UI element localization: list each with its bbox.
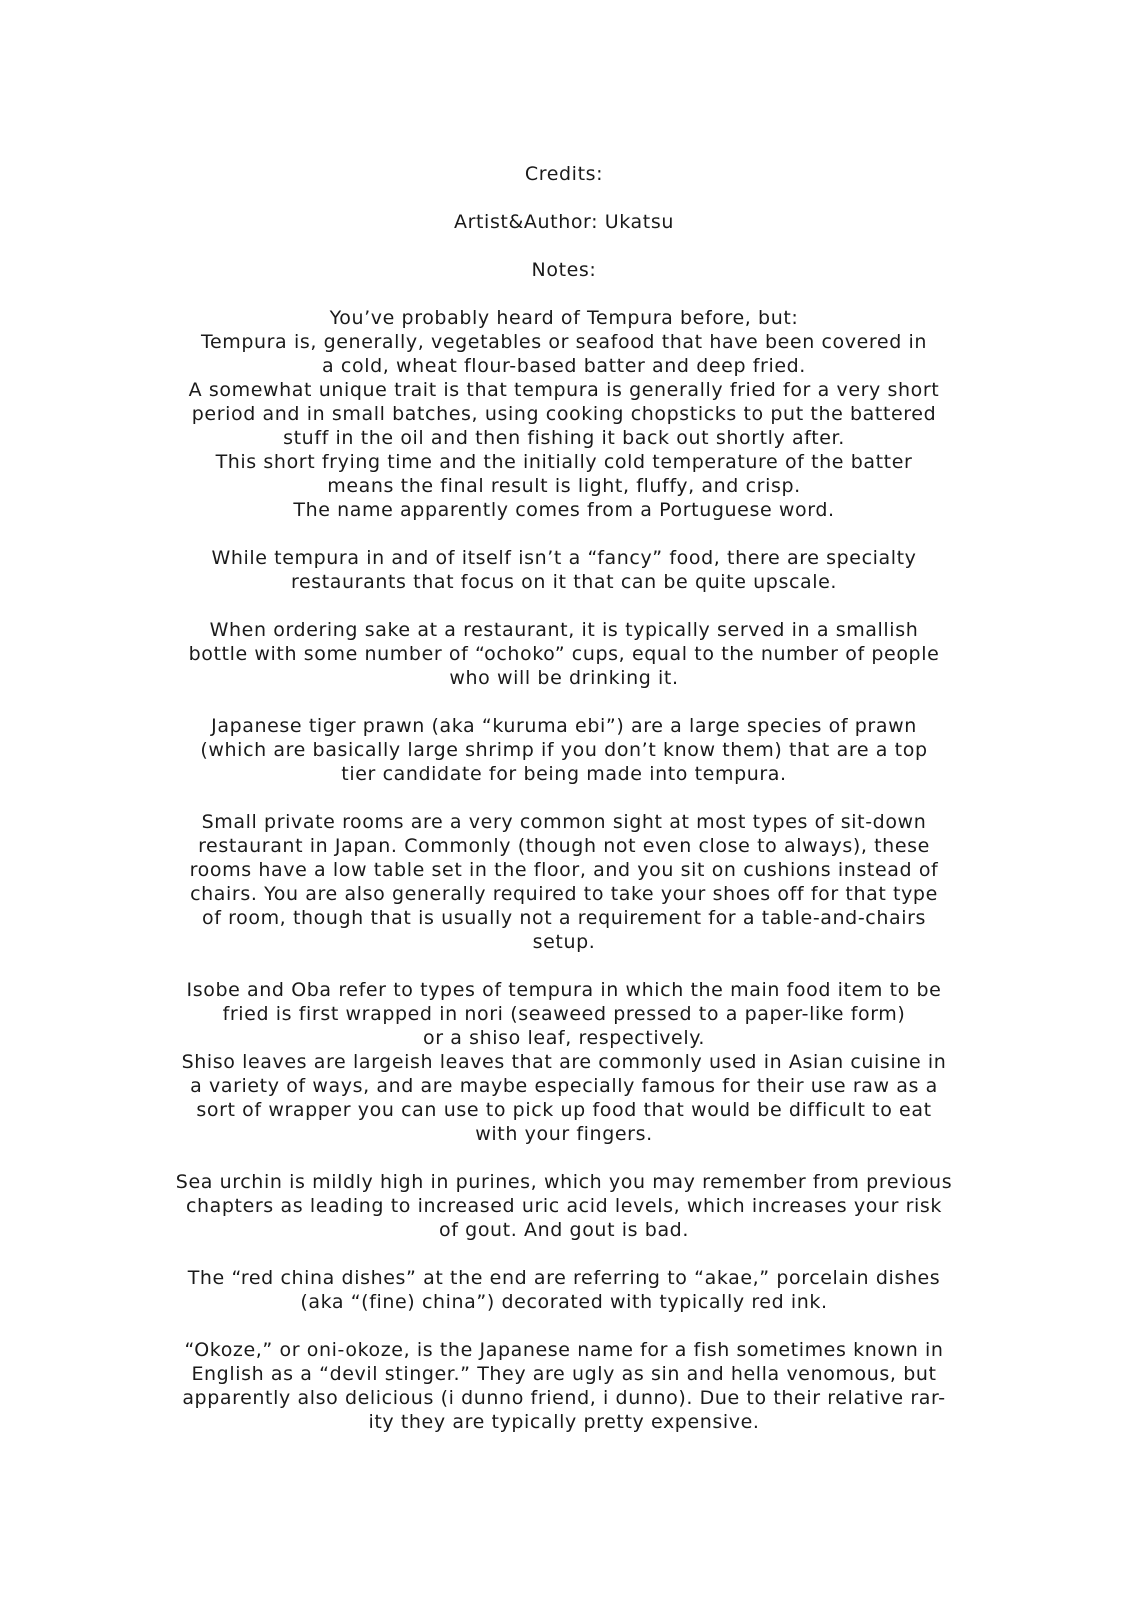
note-line: sort of wrapper you can use to pick up food that would be difficult to eat — [196, 1099, 932, 1121]
note-line: Small private rooms are a very common sight at most types of sit-down — [201, 811, 927, 833]
note-line: “Okoze,” or oni-okoze, is the Japanese name for a fish sometimes known in — [184, 1339, 944, 1361]
note-paragraph-okoze — [100, 1338, 1028, 1434]
note-line: (which are basically large shrimp if you don’t know them) that are a top — [200, 739, 928, 761]
note-line: A somewhat unique trait is that tempura is generally fried for a very short — [188, 379, 940, 401]
note-line: Sea urchin is mildly high in purines, which you may remember from previous — [175, 1171, 953, 1193]
note-line: chapters as leading to increased uric acid levels, which increases your risk — [185, 1195, 943, 1217]
note-line: English as a “devil stinger.” They are ugly as sin and hella venomous, but — [191, 1363, 937, 1385]
note-line: Japanese tiger prawn (aka “kuruma ebi”) are a large species of prawn — [211, 715, 917, 737]
note-line: chairs. You are also generally required to take your shoes off for that type — [190, 883, 938, 905]
credits-notes-text — [100, 162, 1028, 1434]
spacer — [100, 1242, 1028, 1266]
note-line: The name apparently comes from a Portuguese word. — [293, 499, 835, 521]
note-line: a variety of ways, and are maybe especially famous for their use raw as a — [190, 1075, 938, 1097]
note-line: restaurants that focus on it that can be quite upscale. — [290, 571, 838, 593]
note-line: with your fingers. — [475, 1123, 653, 1145]
note-paragraph-urchin — [100, 1170, 1028, 1242]
note-line: When ordering sake at a restaurant, it is typically served in a smallish — [209, 619, 919, 641]
note-line: Tempura is, generally, vegetables or seafood that have been covered in — [200, 331, 928, 353]
note-line: ity they are typically pretty expensive. — [368, 1411, 760, 1433]
note-line: fried is first wrapped in nori (seaweed pressed to a paper-like form) — [222, 1003, 906, 1025]
note-paragraph-isobe-oba — [100, 978, 1028, 1146]
note-line: The “red china dishes” at the end are referring to “akae,” porcelain dishes — [187, 1267, 941, 1289]
note-line: Isobe and Oba refer to types of tempura in which the main food item to be — [186, 979, 942, 1001]
note-paragraph-sake — [100, 618, 1028, 690]
note-paragraph-tempura — [100, 306, 1028, 522]
note-line: of room, though that is usually not a requirement for a table-and-chairs — [201, 907, 927, 929]
spacer — [100, 690, 1028, 714]
note-line: (aka “(fine) china”) decorated with typically red ink. — [300, 1291, 828, 1313]
spacer — [100, 954, 1028, 978]
spacer — [100, 234, 1028, 258]
note-line: While tempura in and of itself isn’t a “fancy” food, there are specialty — [211, 547, 917, 569]
note-line: who will be drinking it. — [449, 667, 679, 689]
artist-author-credit: Artist&Author: Ukatsu — [454, 211, 674, 233]
note-line: Shiso leaves are largeish leaves that are commonly used in Asian cuisine in — [181, 1051, 947, 1073]
spacer — [100, 1314, 1028, 1338]
note-line: of gout. And gout is bad. — [439, 1219, 689, 1241]
note-paragraph-rooms — [100, 810, 1028, 954]
spacer — [100, 1146, 1028, 1170]
note-line: bottle with some number of “ochoko” cups, equal to the number of people — [188, 643, 940, 665]
note-line: setup. — [532, 931, 596, 953]
notes-heading: Notes: — [531, 259, 597, 281]
note-line: period and in small batches, using cooking chopsticks to put the battered — [191, 403, 937, 425]
note-line: tier candidate for being made into tempura. — [341, 763, 787, 785]
note-paragraph-prawn — [100, 714, 1028, 786]
credits-heading: Credits: — [524, 163, 604, 185]
note-paragraph-fancy — [100, 546, 1028, 594]
spacer — [100, 594, 1028, 618]
note-line: stuff in the oil and then fishing it back out shortly after. — [283, 427, 845, 449]
note-line: a cold, wheat flour-based batter and deep fried. — [322, 355, 806, 377]
note-line: means the final result is light, fluffy, and crisp. — [327, 475, 801, 497]
spacer — [100, 186, 1028, 210]
note-line: apparently also delicious (i dunno friend, i dunno). Due to their relative rar- — [182, 1387, 946, 1409]
note-line: You’ve probably heard of Tempura before, but: — [329, 307, 799, 329]
note-line: or a shiso leaf, respectively. — [422, 1027, 705, 1049]
notes-list — [100, 306, 1028, 1434]
note-line: restaurant in Japan. Commonly (though not even close to always), these — [198, 835, 930, 857]
spacer — [100, 522, 1028, 546]
note-paragraph-china — [100, 1266, 1028, 1314]
note-line: rooms have a low table set in the floor, and you sit on cushions instead of — [189, 859, 939, 881]
spacer — [100, 786, 1028, 810]
note-line: This short frying time and the initially cold temperature of the batter — [215, 451, 913, 473]
spacer — [100, 282, 1028, 306]
